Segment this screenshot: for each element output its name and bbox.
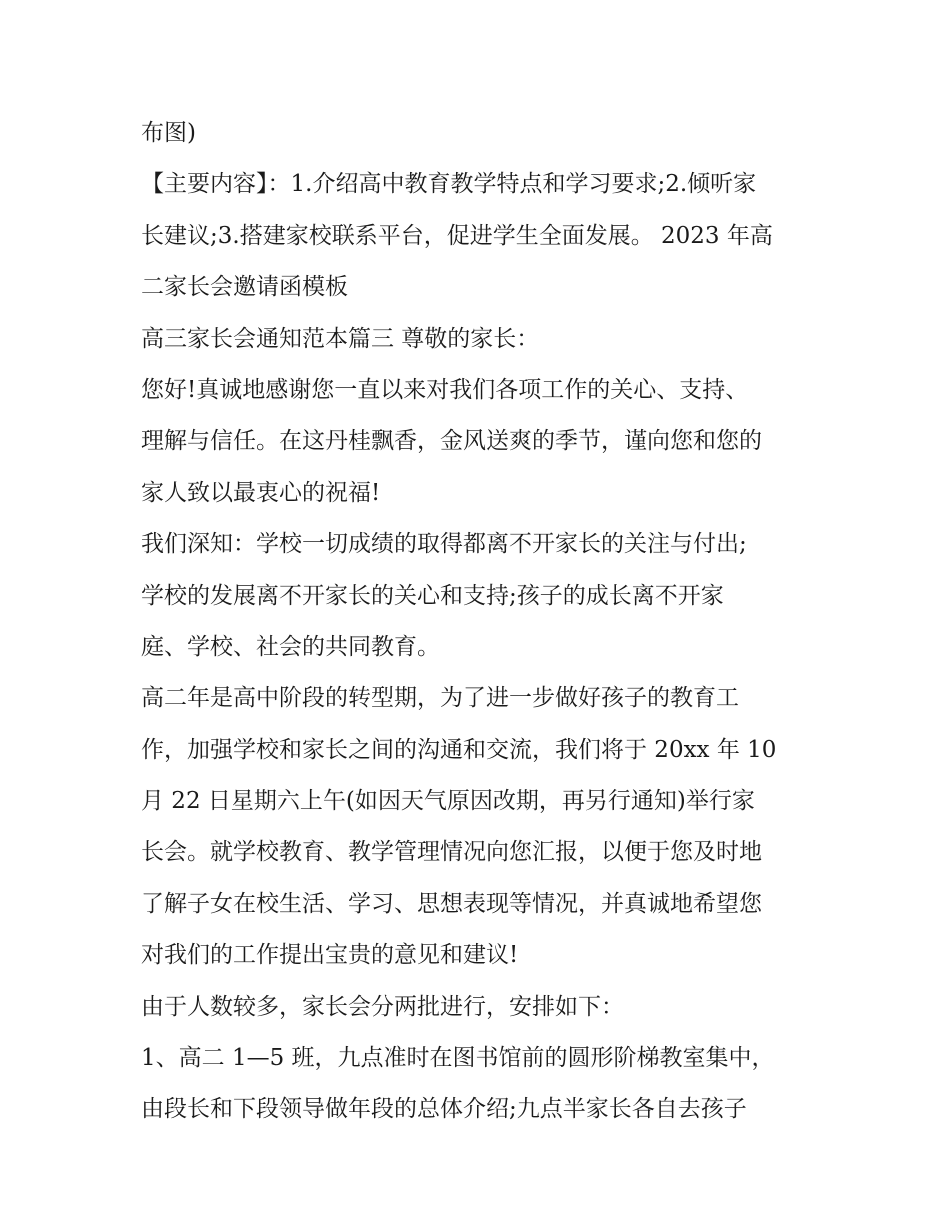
text-line: 二家长会邀请函模板: [141, 274, 348, 301]
text-line: 高三家长会通知范本篇三 尊敬的家长：: [141, 325, 540, 352]
text-line: 1、高二 1—5 班，九点准时在图书馆前的圆形阶梯教室集中，: [141, 1045, 775, 1072]
text-line: 作，加强学校和家长之间的沟通和交流，我们将于 20xx 年 10: [141, 736, 777, 763]
text-line: 高二年是高中阶段的转型期，为了进一步做好孩子的教育工: [141, 685, 739, 712]
document-body: [141, 108, 821, 1136]
text-line: 由于人数较多，家长会分两批进行，安排如下：: [141, 993, 624, 1020]
text-line: 您好!真诚地感谢您一直以来对我们各项工作的关心、支持、: [141, 376, 749, 403]
text-line: 学校的发展离不开家长的关心和支持;孩子的成长离不开家: [141, 582, 724, 609]
text-line: 我们深知：学校一切成绩的取得都离不开家长的关注与付出;: [141, 531, 747, 558]
text-line: 月 22 日星期六上午(如因天气原因改期，再另行通知)举行家: [141, 788, 755, 815]
text-line: 布图): [141, 120, 196, 146]
text-line: 家人致以最衷心的祝福!: [141, 479, 381, 506]
text-line: 由段长和下段领导做年段的总体介绍;九点半家长各自去孩子: [141, 1096, 747, 1123]
text-line: 理解与信任。在这丹桂飘香，金风送爽的季节，谨向您和您的: [141, 428, 762, 455]
text-line: 【主要内容】：1.介绍高中教育教学特点和学习要求;2.倾听家: [141, 171, 757, 198]
text-line: 了解子女在校生活、学习、思想表现等情况，并真诚地希望您: [141, 890, 762, 917]
text-line: 对我们的工作提出宝贵的意见和建议!: [141, 942, 519, 969]
text-line: 长会。就学校教育、教学管理情况向您汇报，以便于您及时地: [141, 839, 762, 866]
text-line: 庭、学校、社会的共同教育。: [141, 633, 440, 660]
text-line: 长建议;3.搭建家校联系平台，促进学生全面发展。 2023 年高: [141, 222, 773, 249]
